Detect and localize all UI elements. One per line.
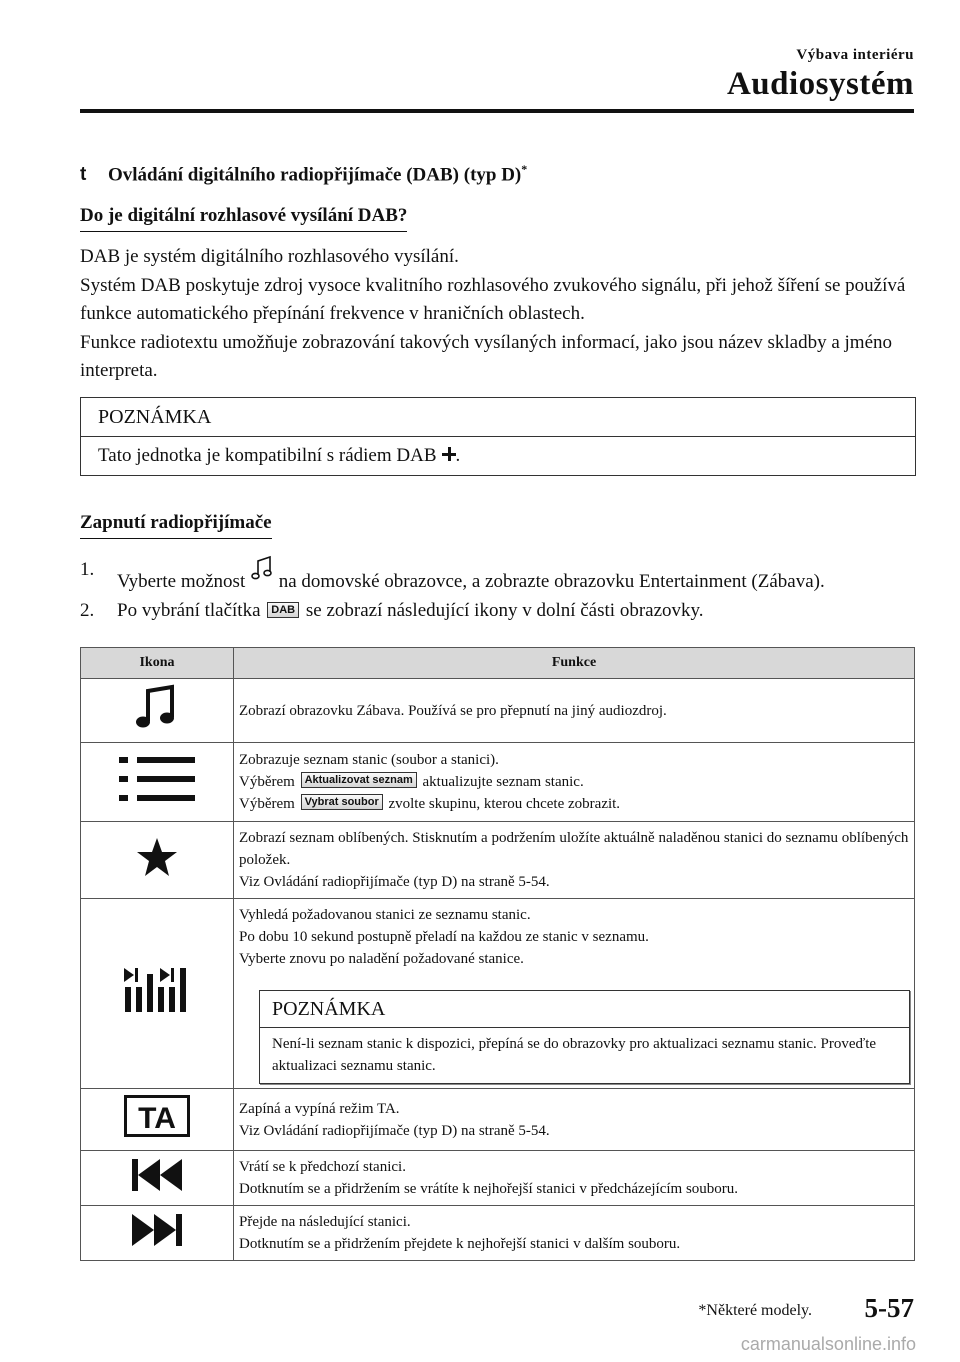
table-row: [81, 1151, 915, 1206]
table-row: [81, 1206, 915, 1261]
step-number: 1.: [80, 559, 95, 580]
function-line: [239, 771, 909, 793]
note-box: [80, 397, 916, 476]
function-text: Výběrem: [239, 774, 295, 790]
watermark: carmanualsonline.info: [740, 1334, 916, 1354]
function-text: Přejde na následující stanici.: [239, 1214, 411, 1230]
update-list-button[interactable]: Aktualizovat seznam: [301, 772, 417, 788]
icon-table: [80, 647, 915, 1261]
music-note-icon: [135, 683, 179, 731]
icon-cell: [81, 822, 234, 899]
step-text: Vyberte možnost: [117, 571, 246, 592]
function-text: Viz Ovládání radiopřijímače (typ D) na straně 5-54.: [239, 874, 550, 890]
note-body-end: .: [455, 445, 461, 466]
note-body: Není-li seznam stanic k dispozici, přepíná se do obrazovky pro aktualizaci seznamu stanic. Proveďte aktualizaci seznamu stanic.: [272, 1036, 877, 1074]
icon-cell: [81, 743, 234, 822]
header-section-label: Výbava interiéru: [796, 47, 914, 63]
intro-line: Systém DAB poskytuje zdroj vysoce kvalitního rozhlasového zvukového signálu, při jehož šíření se používá funkce automatického přepínání frekvence v hraničních oblastech.: [80, 274, 906, 324]
function-cell: [234, 1151, 915, 1206]
function-text: Zobrazí seznam oblíbených. Stisknutím a podržením uložíte aktuálně naladěnou stanici do seznamu oblíbených položek.: [239, 830, 909, 868]
section-title-text: Ovládání digitálního radiopřijímače (DAB) (typ D): [108, 164, 522, 186]
step-text: Po vybrání tlačítka: [117, 600, 261, 621]
function-cell: [234, 899, 915, 1089]
table-row: [81, 899, 915, 1089]
function-text: Po dobu 10 sekund postupně přeladí na každou ze stanic v seznamu.: [239, 929, 649, 945]
table-row: [81, 822, 915, 899]
function-text: Zapíná a vypíná režim TA.: [239, 1100, 400, 1117]
select-ensemble-button[interactable]: Vybrat soubor: [301, 794, 383, 810]
intro-line: Funkce radiotextu umožňuje zobrazování takových vysílaných informací, jako jsou název skladby a jméno interpreta.: [80, 331, 893, 381]
icon-cell: [81, 1089, 234, 1151]
function-text: Zobrazuje seznam stanic (soubor a stanici).: [239, 752, 499, 768]
function-text: zvolte skupinu, kterou chcete zobrazit.: [388, 796, 621, 812]
ta-icon: [124, 1095, 190, 1137]
station-list-icon: [117, 754, 197, 804]
function-cell: [234, 1089, 915, 1151]
icon-cell: [81, 1151, 234, 1206]
section-asterisk: *: [521, 162, 528, 176]
subhead-turn-on: Zapnutí radiopřijímače: [80, 512, 272, 539]
table-row: [81, 743, 915, 822]
function-text: aktualizujte seznam stanic.: [422, 774, 584, 790]
section-title: [80, 162, 527, 186]
section-bullet: t: [80, 164, 87, 186]
header-title: Audiosystém: [726, 66, 914, 102]
function-text: Viz Ovládání radiopřijímače (typ D) na straně 5-54.: [239, 1122, 550, 1139]
function-text: Výběrem: [239, 796, 295, 812]
function-text: Vrátí se k předchozí stanici.: [239, 1159, 406, 1175]
table-header-row: [81, 648, 915, 679]
table-header-icon: Ikona: [81, 648, 234, 679]
icon-cell: [81, 1206, 234, 1261]
function-text: Dotknutím se a přidržením se vrátíte k nejhořejší stanici v předcházejícím souboru.: [239, 1181, 739, 1197]
function-cell: [234, 679, 915, 743]
icon-cell: [81, 679, 234, 743]
function-cell: [234, 743, 915, 822]
skip-back-icon: [130, 1157, 184, 1193]
inner-note-box: [259, 990, 910, 1084]
function-line: [239, 793, 909, 815]
ta-icon-text: TA: [138, 1102, 176, 1135]
footnote: *Některé modely.: [698, 1302, 812, 1319]
intro-paragraph: [80, 243, 920, 386]
skip-forward-icon: [130, 1212, 184, 1248]
star-icon: [136, 837, 178, 877]
table-row: [81, 679, 915, 743]
function-text: Dotknutím se a přidržením přejdete k nejhořejší stanici v dalším souboru.: [239, 1236, 681, 1252]
subhead-what-is-dab: Do je digitální rozhlasové vysílání DAB?: [80, 205, 407, 232]
function-cell: [234, 822, 915, 899]
note-heading: POZNÁMKA: [260, 991, 909, 1028]
table-header-function: Funkce: [234, 648, 915, 679]
function-text: Zobrazí obrazovku Zábava. Používá se pro přepnutí na jiný audiozdroj.: [239, 702, 667, 719]
step-text: na domovské obrazovce, a zobrazte obrazovku Entertainment (Zábava).: [278, 571, 825, 592]
music-note-icon: [250, 555, 274, 585]
icon-cell: [81, 899, 234, 1089]
dab-button[interactable]: DAB: [267, 602, 299, 618]
steps-list: [80, 555, 920, 625]
table-row: [81, 1089, 915, 1151]
note-body-text: Tato jednotka je kompatibilní s rádiem DAB: [98, 445, 437, 466]
step-item: [80, 555, 920, 596]
step-number: 2.: [80, 600, 95, 621]
plus-icon: [442, 447, 456, 461]
note-heading: POZNÁMKA: [81, 398, 915, 437]
page-number: 5-57: [864, 1293, 914, 1323]
function-text: Vyhledá požadovanou stanici ze seznamu stanic.: [239, 907, 531, 923]
note-body: [81, 437, 915, 475]
function-cell: [234, 1206, 915, 1261]
scan-icon: [124, 966, 190, 1014]
intro-line: DAB je systém digitálního rozhlasového vysílání.: [80, 246, 459, 267]
header-rule: [80, 109, 914, 113]
function-text: Vyberte znovu po naladění požadované stanice.: [239, 951, 524, 967]
step-item: [80, 596, 920, 625]
step-text: se zobrazí následující ikony v dolní části obrazovky.: [305, 600, 704, 621]
